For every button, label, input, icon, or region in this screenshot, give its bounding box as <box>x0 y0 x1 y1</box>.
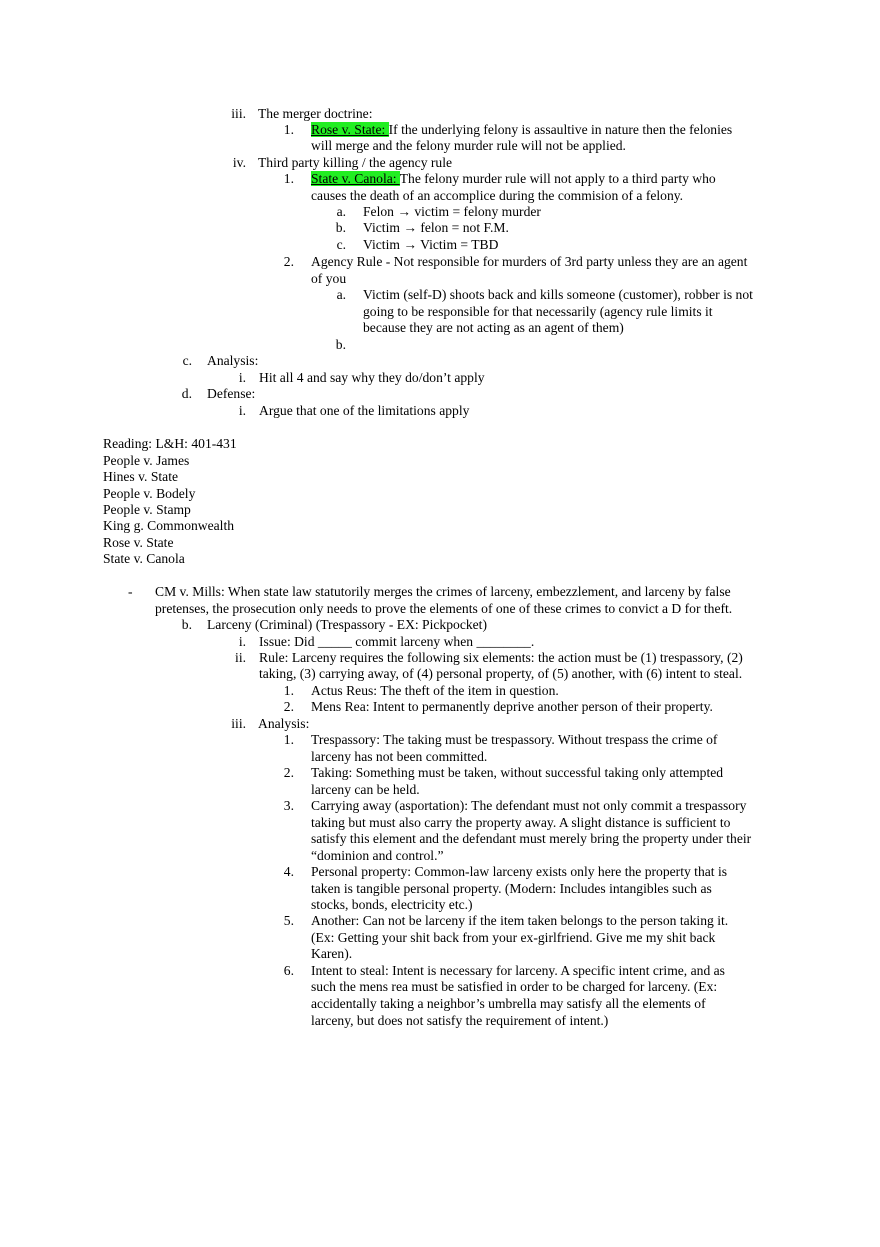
note-text: taking but must also carry the property away. A slight distance is sufficient to <box>311 815 731 830</box>
note-text: Victim → felon = not F.M. <box>363 220 509 235</box>
note-text: stocks, bonds, electricity etc.) <box>311 897 473 912</box>
note-text: because they are not acting as an agent of them) <box>363 320 624 335</box>
list-marker: 5. <box>283 913 294 928</box>
list-marker: iv. <box>232 155 246 170</box>
note-text: Carrying away (asportation): The defendant must not only commit a trespassory <box>311 798 747 813</box>
note-text: “dominion and control.” <box>311 848 444 863</box>
list-marker: - <box>128 584 133 599</box>
list-marker: b. <box>335 220 346 235</box>
reading-case: King g. Commonwealth <box>103 518 235 533</box>
rose-v-state-note <box>311 122 732 139</box>
list-marker: 1. <box>283 122 294 137</box>
note-text: CM v. Mills: When state law statutorily merges the crimes of larceny, embezzlement, and larceny by false <box>155 584 731 599</box>
note-text: of you <box>311 271 347 286</box>
defense-heading: Defense: <box>207 386 256 401</box>
note-text: causes the death of an accomplice during the commision of a felony. <box>311 188 684 203</box>
analysis-heading: Analysis: <box>207 353 259 368</box>
note-text: going to be responsible for that necessarily (agency rule limits it <box>363 304 713 319</box>
note-text: Mens Rea: Intent to permanently deprive another person of their property. <box>311 699 713 714</box>
list-marker: iii. <box>231 106 246 121</box>
note-text: Karen). <box>311 946 353 961</box>
reading-case: People v. Bodely <box>103 486 196 501</box>
note-text: Issue: Did _____ commit larceny when ________. <box>259 634 535 649</box>
larceny-analysis-heading: Analysis: <box>258 716 310 731</box>
note-text: Felon → victim = felony murder <box>363 204 541 219</box>
note-text: Hit all 4 and say why they do/don’t apply <box>259 370 485 385</box>
note-text: Victim (self-D) shoots back and kills someone (customer), robber is not <box>363 287 753 302</box>
note-text: such the mens rea must be satisfied in order to be charged for larceny. (Ex: <box>311 979 718 994</box>
reading-case: State v. Canola <box>103 551 185 566</box>
list-marker: b. <box>335 337 346 352</box>
reading-case: People v. James <box>103 453 190 468</box>
note-text: Actus Reus: The theft of the item in question. <box>311 683 559 698</box>
note-text: satisfy this element and the defendant must merely bring the property under their <box>311 831 752 846</box>
list-marker: i. <box>238 634 246 649</box>
reading-case: Rose v. State <box>103 535 174 550</box>
list-marker: 6. <box>283 963 294 978</box>
list-marker: 1. <box>283 683 294 698</box>
note-text: If the underlying felony is assaultive in nature then the felonies <box>388 122 733 137</box>
list-marker: 1. <box>283 732 294 747</box>
note-text: larceny, but does not satisfy the requirement of intent.) <box>311 1013 609 1028</box>
note-text: Intent to steal: Intent is necessary for larceny. A specific intent crime, and as <box>311 963 725 978</box>
list-marker: iii. <box>231 716 246 731</box>
list-marker: a. <box>336 204 346 219</box>
note-text: Agency Rule - Not responsible for murders of 3rd party unless they are an agent <box>311 254 748 269</box>
list-marker: a. <box>336 287 346 302</box>
list-marker: 2. <box>283 699 294 714</box>
note-text: taken is tangible personal property. (Modern: Includes intangibles such as <box>311 881 712 896</box>
list-marker: d. <box>181 386 192 401</box>
merger-doctrine-heading: The merger doctrine: <box>258 106 373 121</box>
note-text: Personal property: Common-law larceny exists only here the property that is <box>311 864 728 879</box>
list-marker: c. <box>336 237 346 252</box>
list-marker: 3. <box>283 798 294 813</box>
note-text: Victim → Victim = TBD <box>363 237 499 252</box>
list-marker: 2. <box>283 254 294 269</box>
note-text: Rule: Larceny requires the following six elements: the action must be (1) trespassory, (2) <box>259 650 743 665</box>
list-marker: i. <box>238 370 246 385</box>
list-marker: 2. <box>283 765 294 780</box>
list-marker: 1. <box>283 171 294 186</box>
reading-case: Hines v. State <box>103 469 179 484</box>
note-text: (Ex: Getting your shit back from your ex-girlfriend. Give me my shit back <box>311 930 716 945</box>
reading-case: People v. Stamp <box>103 502 191 517</box>
list-marker: c. <box>182 353 192 368</box>
note-text: Another: Can not be larceny if the item taken belongs to the person taking it. <box>311 913 729 928</box>
note-text: accidentally taking a neighbor’s umbrella may satisfy all the elements of <box>311 996 706 1011</box>
list-marker: ii. <box>235 650 246 665</box>
case-highlight: State v. Canola: <box>311 171 400 186</box>
list-marker: 4. <box>283 864 294 879</box>
note-text: larceny has not been committed. <box>311 749 488 764</box>
reading-title: Reading: L&H: 401-431 <box>103 436 237 451</box>
note-text: Taking: Something must be taken, without successful taking only attempted <box>311 765 724 780</box>
note-text: larceny can be held. <box>311 782 420 797</box>
note-text: will merge and the felony murder rule will not be applied. <box>311 138 626 153</box>
note-text: Argue that one of the limitations apply <box>259 403 470 418</box>
list-marker: b. <box>181 617 192 632</box>
note-text: The felony murder rule will not apply to a third party who <box>399 171 716 186</box>
note-text: pretenses, the prosecution only needs to prove the elements of one of these crimes to convict a D for theft. <box>155 601 733 616</box>
case-highlight: Rose v. State: <box>311 122 389 137</box>
state-v-canola-note <box>311 171 716 188</box>
note-text: taking, (3) carrying away, of (4) personal property, of (5) another, with (6) intent to steal. <box>259 666 743 681</box>
note-text: Trespassory: The taking must be trespassory. Without trespass the crime of <box>311 732 718 747</box>
larceny-heading: Larceny (Criminal) (Trespassory - EX: Pickpocket) <box>207 617 487 632</box>
list-marker: i. <box>238 403 246 418</box>
agency-rule-heading: Third party killing / the agency rule <box>258 155 453 170</box>
